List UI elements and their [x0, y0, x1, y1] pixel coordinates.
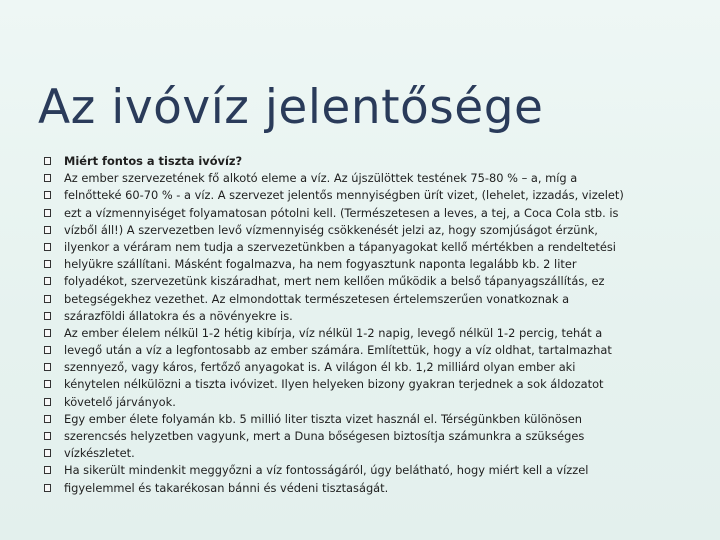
bullet-line-text: követelő járványok.	[64, 394, 176, 409]
bullet-line	[44, 445, 704, 462]
bullet-square-icon	[44, 329, 51, 337]
bullet-line-text: felnőtteké 60-70 % - a víz. A szervezet jelentős mennyiségben ürít vizet, (lehelet, izzadás, vizelet)	[64, 188, 624, 203]
bullet-square-icon	[44, 432, 51, 440]
bullet-line-text: helyükre szállítani. Másként fogalmazva, ha nem fogyasztunk naponta legalább kb. 2 liter	[64, 257, 577, 272]
bullet-square-icon	[44, 243, 51, 251]
bullet-square-icon	[44, 226, 51, 234]
bullet-line	[44, 411, 704, 428]
bullet-square-icon	[44, 260, 51, 268]
bullet-list	[44, 153, 704, 497]
bullet-square-icon	[44, 484, 51, 492]
bullet-square-icon	[44, 380, 51, 388]
bullet-line-text: ilyenkor a véráram nem tudja a szervezetünkben a tápanyagokat kellő mértékben a rendeltetési	[64, 239, 616, 254]
bullet-square-icon	[44, 415, 51, 423]
bullet-square-icon	[44, 346, 51, 354]
bullet-line-text: betegségekhez vezethet. Az elmondottak természetesen értelemszerűen vonatkoznak a	[64, 291, 570, 306]
bullet-line-text: levegő után a víz a legfontosabb az ember számára. Említettük, hogy a víz oldhat, tartalmazhat	[64, 343, 612, 358]
bullet-line-text: Az ember szervezetének fő alkotó eleme a víz. Az újszülöttek testének 75-80 % – a, míg a	[64, 171, 578, 186]
bullet-square-icon	[44, 209, 51, 217]
bullet-line	[44, 428, 704, 445]
bullet-line	[44, 394, 704, 411]
bullet-line	[44, 308, 704, 325]
bullet-line	[44, 376, 704, 393]
bullet-line	[44, 256, 704, 273]
bullet-square-icon	[44, 398, 51, 406]
bullet-line	[44, 359, 704, 376]
bullet-line	[44, 222, 704, 239]
bullet-line-text: kénytelen nélkülözni a tiszta ivóvizet. Ilyen helyeken bizony gyakran terjednek a sok áldozatot	[64, 377, 604, 392]
bullet-line	[44, 480, 704, 497]
bullet-line	[44, 273, 704, 290]
bullet-square-icon	[44, 277, 51, 285]
bullet-line-text: vízből áll!) A szervezetben levő vízmennyiség csökkenését jelzi az, hogy szomjúságot érzünk,	[64, 222, 598, 237]
bullet-line-text: Egy ember élete folyamán kb. 5 millió liter tiszta vizet használ el. Térségünkben különösen	[64, 411, 582, 426]
bullet-line-text: Ha sikerült mindenkit meggyőzni a víz fontosságáról, úgy belátható, hogy miért kell a vízzel	[64, 463, 589, 478]
bullet-line	[44, 153, 704, 170]
bullet-line-text: vízkészletet.	[64, 446, 135, 461]
bullet-line	[44, 205, 704, 222]
bullet-line-text: szárazföldi állatokra és a növényekre is.	[64, 308, 293, 323]
bullet-line	[44, 239, 704, 256]
bullet-line	[44, 291, 704, 308]
bullet-square-icon	[44, 312, 51, 320]
bullet-square-icon	[44, 191, 51, 199]
bullet-line	[44, 462, 704, 479]
bullet-square-icon	[44, 295, 51, 303]
slide-title: Az ivóvíz jelentősége	[38, 80, 544, 135]
bullet-line	[44, 187, 704, 204]
bullet-line-text: szerencsés helyzetben vagyunk, mert a Duna bőségesen biztosítja számunkra a szükséges	[64, 429, 585, 443]
bullet-line	[44, 342, 704, 359]
bullet-line	[44, 170, 704, 187]
bullet-line-text: folyadékot, szervezetünk kiszáradhat, mert nem kellően működik a belső tápanyagszállítás, ez	[64, 274, 605, 289]
bullet-line	[44, 325, 704, 342]
bullet-line-text: Az ember élelem nélkül 1-2 hétig kibírja, víz nélkül 1-2 napig, levegő nélkül 1-2 percig, tehát a	[64, 325, 603, 340]
bullet-square-icon	[44, 363, 51, 371]
bullet-square-icon	[44, 449, 51, 457]
bullet-line-text: Miért fontos a tiszta ivóvíz?	[64, 154, 243, 168]
bullet-square-icon	[44, 157, 51, 165]
bullet-line-text: ezt a vízmennyiséget folyamatosan pótolni kell. (Természetesen a leves, a tej, a Coca Cola stb. is	[64, 205, 619, 220]
bullet-square-icon	[44, 466, 51, 474]
bullet-line-text: szennyező, vagy káros, fertőző anyagokat is. A világon él kb. 1,2 milliárd olyan ember aki	[64, 360, 576, 375]
bullet-square-icon	[44, 174, 51, 182]
bullet-line-text: figyelemmel és takarékosan bánni és védeni tisztaságát.	[64, 480, 389, 495]
